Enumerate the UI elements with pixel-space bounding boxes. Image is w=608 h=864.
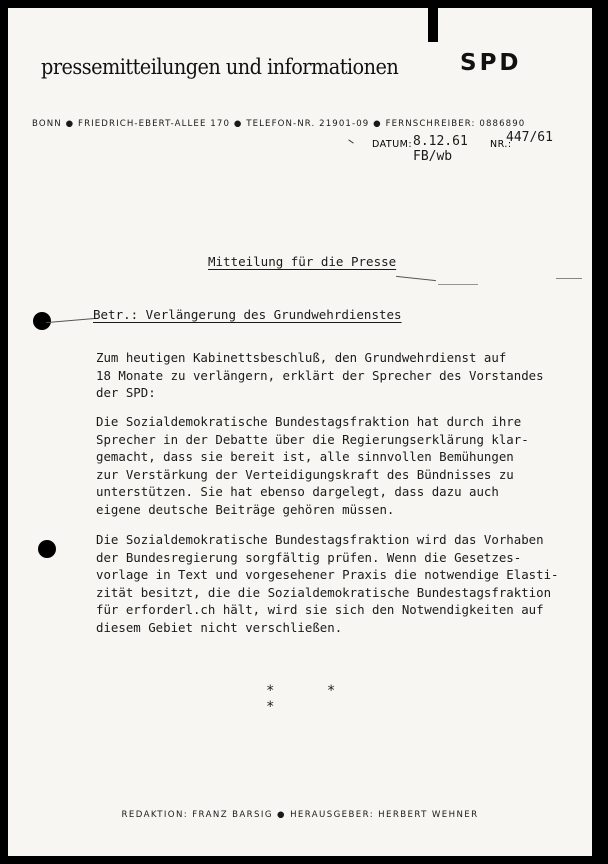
scan-black-mark	[428, 8, 438, 42]
document-heading: Mitteilung für die Presse	[208, 254, 397, 269]
paragraph-body-2: Die Sozialdemokratische Bundestagsfraktion wird das Vorhaben der Bundesregierung sorgfältig prüfen. Wenn die Gesetzes- vorlage in Text und vorgesehener Praxis die notwendige Elasti- zität besitzt, die die Sozialdemokratische Bundestagsfraktion für erforderl.ch hält, wird sie sich den Notwendigkeiten auf diesem Gebiet nicht verschließen.	[96, 532, 559, 635]
paragraph-body-1: Die Sozialdemokratische Bundestagsfraktion hat durch ihre Sprecher in der Debatte über die Regierungserklärung klar- gemacht, dass sie bereit ist, alle sinnvollen Bemühungen zur Verstärkung der Verteidigungskraft des Bündnisses zu unterstützen. Sie hat ebenso dargelegt, dass dazu auch eigene deutsche Beiträge gehören müssen.	[96, 414, 529, 517]
nr-value: 447/61	[506, 130, 553, 145]
subject-line: Betr.: Verlängerung des Grundwehrdienstes	[93, 307, 402, 322]
nr-label: NR.:	[490, 139, 512, 150]
closing-asterisks: * * *	[266, 683, 358, 715]
datum-value: 8.12.61	[413, 134, 468, 149]
pen-stroke	[46, 318, 96, 323]
address-line: BONN ● FRIEDRICH-EBERT-ALLEE 170 ● TELEFON-NR. 21901-09 ● FERNSCHREIBER: 0886890	[32, 119, 526, 129]
footer-editorial: REDAKTION: FRANZ BARSIG ● HERAUSGEBER: HERBERT WEHNER	[121, 810, 479, 820]
paragraph-intro: Zum heutigen Kabinettsbeschluß, den Grundwehrdienst auf 18 Monate zu verlängern, erklärt der Sprecher des Vorstandes der SPD:	[96, 350, 544, 401]
pen-tick-mark	[348, 139, 353, 143]
pen-stroke	[396, 276, 436, 281]
datum-label: DATUM:	[372, 139, 413, 150]
reference-initials: FB/wb	[413, 149, 453, 164]
punch-hole-bottom	[38, 540, 56, 558]
pen-stroke	[556, 278, 582, 279]
document-page	[8, 8, 592, 856]
spd-logo: SPD	[460, 50, 522, 76]
masthead-title: pressemitteilungen und informationen	[41, 55, 399, 79]
pen-stroke	[438, 284, 478, 285]
